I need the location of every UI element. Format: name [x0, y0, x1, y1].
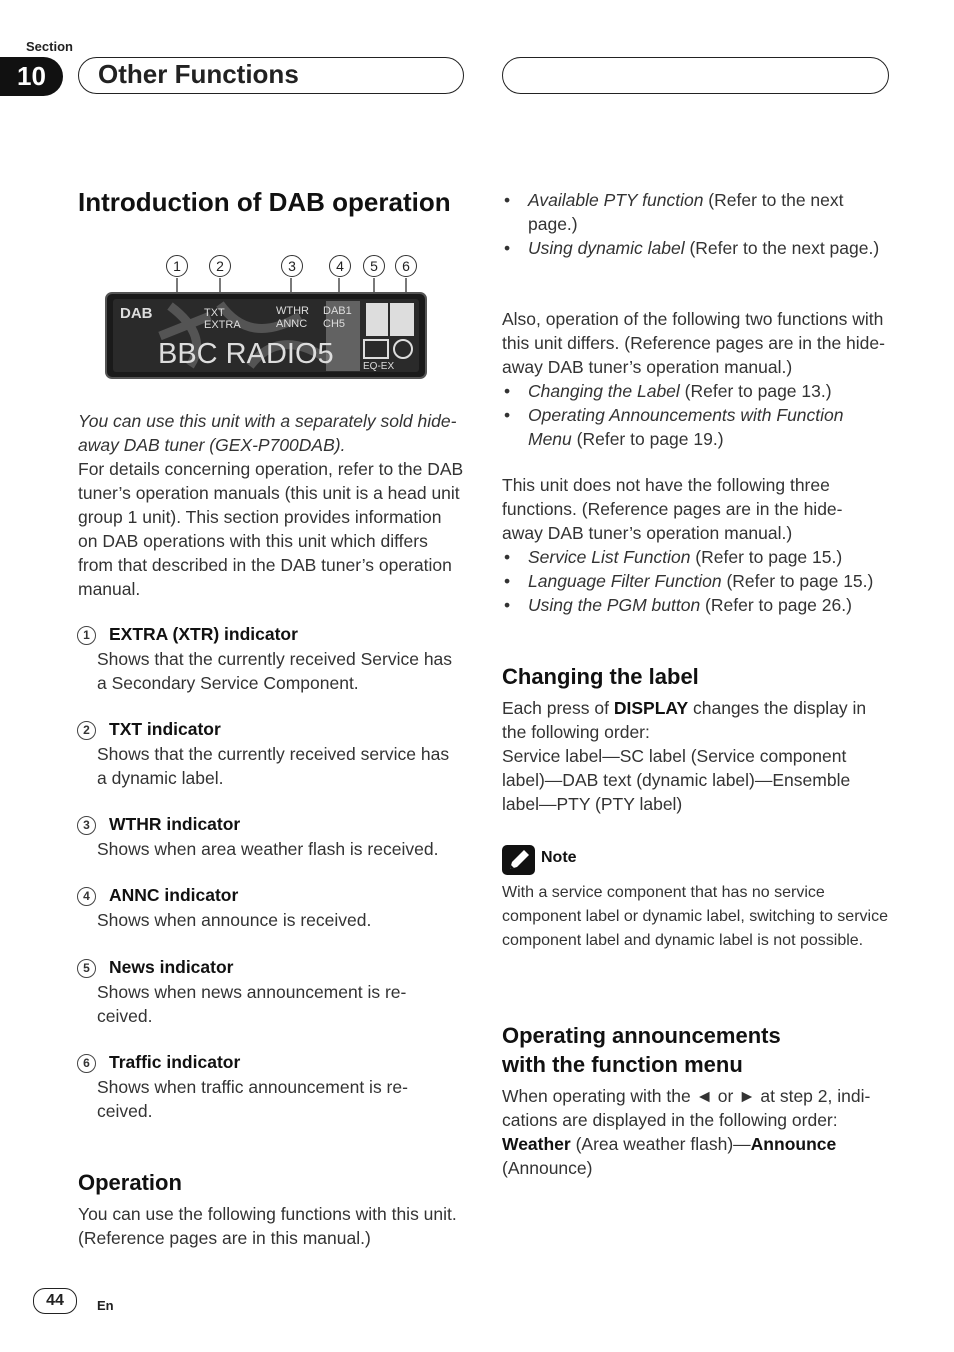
- operating-heading-line2: with the function menu: [502, 1052, 743, 1077]
- callout-2: 2: [209, 255, 231, 277]
- indicator-title: [83, 957, 234, 978]
- paragraph-missing: This unit does not have the following three functions. (Reference pages are in the hide-away DAB tuner’s operation manual.): [502, 475, 843, 543]
- indicator-desc: Shows when area weather flash is received.: [97, 839, 439, 859]
- note-label: Note: [541, 849, 577, 866]
- intro-body: For details concerning operation, refer to the DAB tuner’s operation manuals (this unit is a head unit group 1 unit). This section provides information on DAB operations with this unit which differs from that described in the DAB tuner’s operation manual.: [78, 459, 464, 599]
- indicator-number: 2: [77, 721, 96, 740]
- changing-label-order: Service label—SC label (Service component label)—DAB text (dynamic label)—Ensemble label—PTY (PTY label): [502, 746, 851, 814]
- indicator-desc: Shows when news announcement is re-ceived.: [97, 982, 407, 1026]
- channel-text: CH5: [323, 318, 346, 330]
- callout-6: 6: [395, 255, 417, 277]
- bullet-list-differs: [502, 379, 892, 451]
- list-item: • Operating Announcements with Function Menu (Refer to page 19.): [502, 403, 892, 451]
- indicator-title-text: TXT indicator: [109, 719, 221, 739]
- dab-display-illustration: [100, 276, 434, 384]
- indicator-title: [83, 624, 298, 645]
- paragraph-differs: Also, operation of the following two functions with this unit differs. (Reference pages are in the hide-away DAB tuner’s operation manual.): [502, 309, 885, 377]
- indicator-title-text: EXTRA (XTR) indicator: [109, 624, 298, 644]
- indicator-number: 6: [77, 1054, 96, 1073]
- indicator-desc: Shows that the currently received Service has a Secondary Service Component.: [97, 649, 453, 693]
- indicator-title: [83, 1052, 241, 1073]
- indicator-title-text: News indicator: [109, 957, 234, 977]
- list-item: • Available PTY function (Refer to the next page.): [502, 188, 882, 236]
- section-number: 10: [0, 57, 63, 96]
- indicator-title: [83, 814, 241, 835]
- dab-label: DAB: [120, 305, 153, 322]
- txt-indicator-text: TXT: [204, 307, 225, 319]
- list-item: • Changing the Label (Refer to page 13.): [502, 379, 892, 403]
- note-pencil-icon: [502, 845, 535, 875]
- section-title: Other Functions: [98, 59, 299, 89]
- operating-body: When operating with the ◄ or ► at step 2, indi-cations are displayed in the following order: Weather (Area weather flash)—Announce (Announce): [502, 1086, 871, 1178]
- operation-body: You can use the following functions with this unit. (Reference pages are in this manual.): [78, 1204, 457, 1248]
- indicator-number: 4: [77, 887, 96, 906]
- indicator-desc: Shows when traffic announcement is re-ceived.: [97, 1077, 408, 1121]
- section-label: Section: [26, 39, 73, 54]
- operation-heading: Operation: [78, 1170, 182, 1195]
- list-item: • Using the PGM button (Refer to page 26.): [502, 593, 892, 617]
- indicator-desc: Shows when announce is received.: [97, 910, 372, 930]
- station-name: BBC RADIO5: [158, 338, 334, 370]
- indicator-title-text: Traffic indicator: [109, 1052, 241, 1072]
- indicator-desc: Shows that the currently received service has a dynamic label.: [97, 744, 450, 788]
- operating-heading-line1: Operating announcements: [502, 1023, 781, 1048]
- bullet-list-missing: [502, 545, 892, 617]
- callout-1: 1: [166, 255, 188, 277]
- eq-indicator-text: EQ-EX: [363, 361, 395, 372]
- callout-4: 4: [329, 255, 351, 277]
- intro-italic: You can use this unit with a separately sold hide-away DAB tuner (GEX-P700DAB).: [78, 411, 457, 455]
- callout-3: 3: [281, 255, 303, 277]
- list-item: • Service List Function (Refer to page 15.): [502, 545, 892, 569]
- indicator-number: 3: [77, 816, 96, 835]
- bullet-list-functions: [502, 188, 882, 260]
- annc-indicator-text: ANNC: [276, 318, 308, 330]
- indicator-title: [83, 885, 239, 906]
- band-text: DAB1: [323, 305, 352, 317]
- indicator-title-text: ANNC indicator: [109, 885, 239, 905]
- empty-header-frame: [502, 57, 889, 94]
- indicator-number: 5: [77, 959, 96, 978]
- indicator-title-text: WTHR indicator: [109, 814, 241, 834]
- language-code: En: [97, 1298, 114, 1313]
- page-number: 44: [33, 1288, 77, 1314]
- wthr-indicator-text: WTHR: [276, 305, 309, 317]
- list-item: • Using dynamic label (Refer to the next page.): [502, 236, 882, 260]
- indicator-title: [83, 719, 221, 740]
- changing-label-body: Each press of DISPLAY changes the display in the following order:: [502, 698, 867, 742]
- callout-5: 5: [363, 255, 385, 277]
- indicator-number: 1: [77, 626, 96, 645]
- note-body: With a service component that has no service component label or dynamic label, switching to service component label and dynamic label is not possible.: [502, 884, 888, 949]
- page-heading: Introduction of DAB operation: [78, 187, 451, 217]
- extra-indicator-text: EXTRA: [204, 319, 241, 331]
- list-item: • Language Filter Function (Refer to page 15.): [502, 569, 892, 593]
- changing-label-heading: Changing the label: [502, 664, 699, 689]
